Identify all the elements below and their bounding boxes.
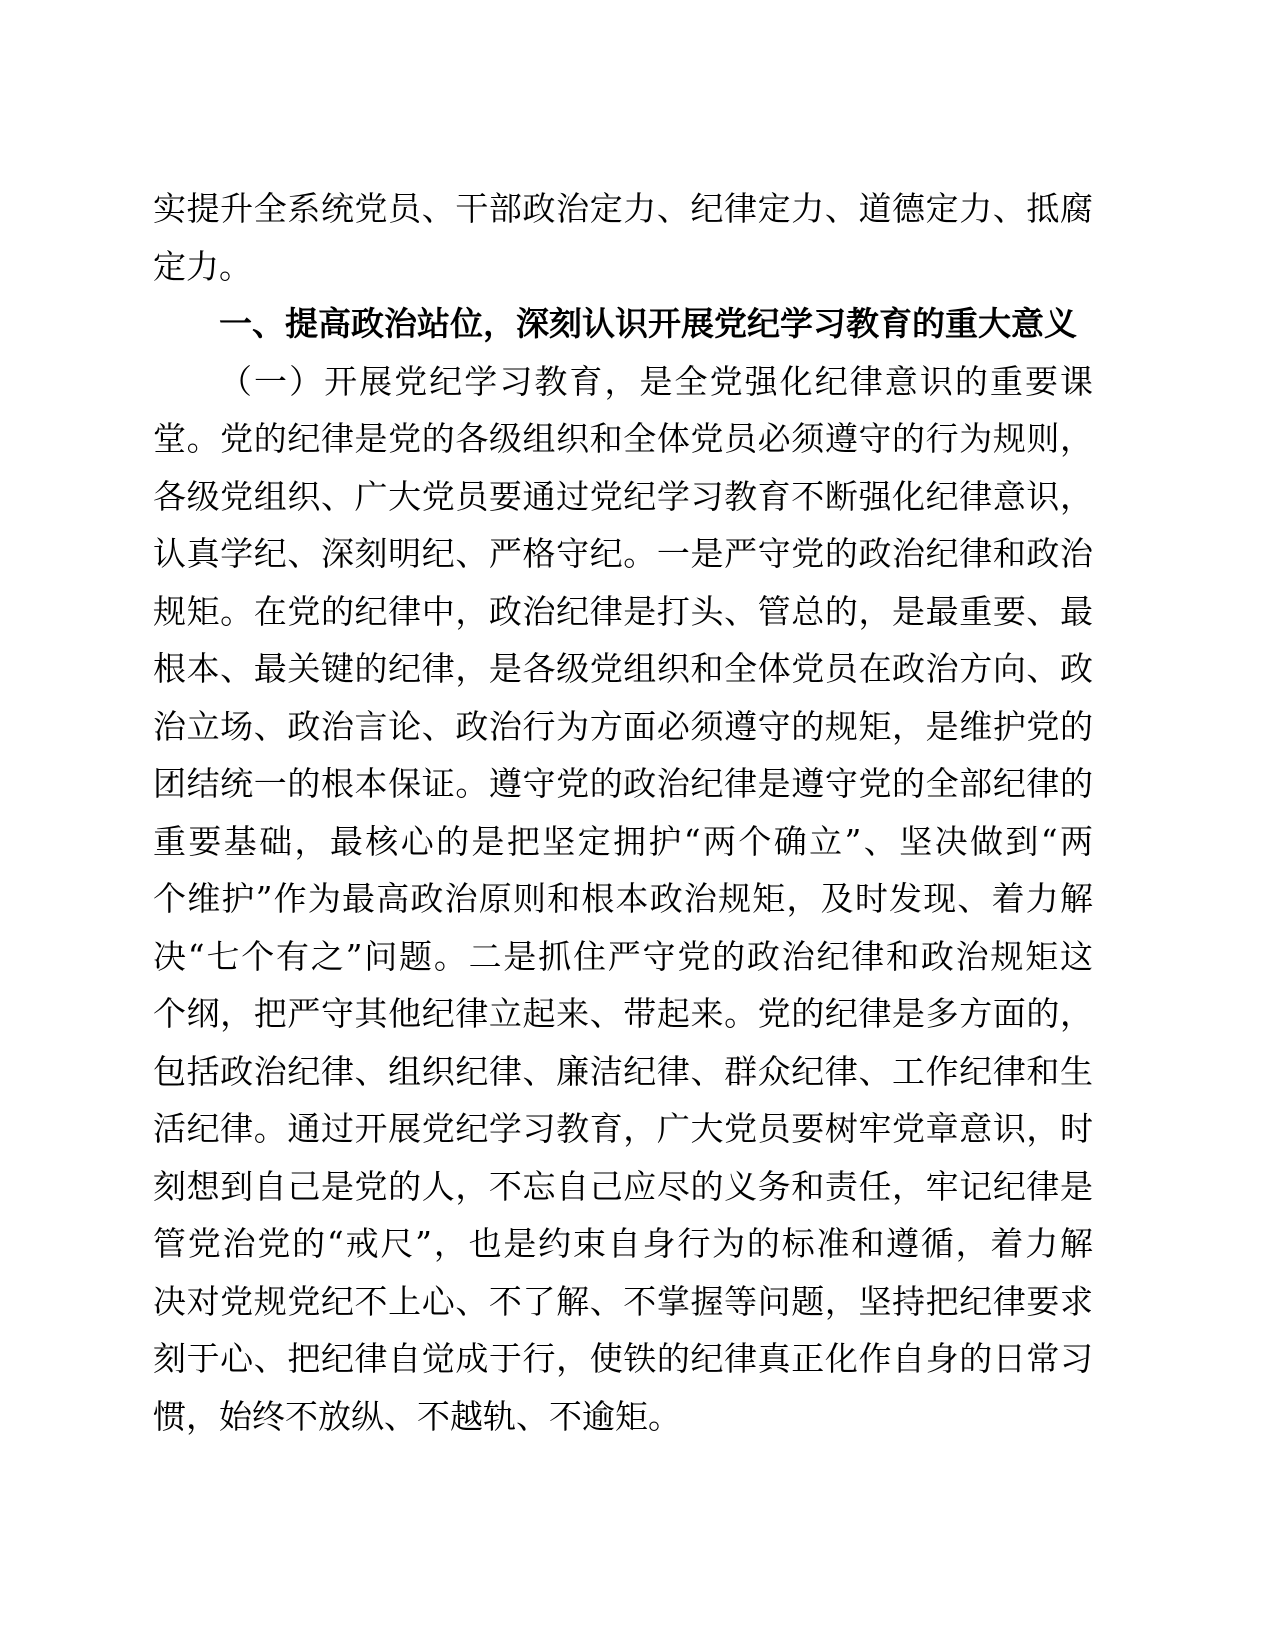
intro-line: 实提升全系统党员、干部政治定力、纪律定力、道德定力、抵腐 <box>153 189 1093 228</box>
paragraph <box>153 353 1093 1446</box>
intro-line: 定力。 <box>153 246 252 286</box>
paragraph-line: 惯，始终不放纵、不越轨、不逾矩。 <box>153 1396 681 1436</box>
paragraph-line: 堂。党的纪律是党的各级组织和全体党员必须遵守的行为规则， <box>153 419 1093 458</box>
paragraph-line: 个维护”作为最高政治原则和根本政治规矩，及时发现、着力解 <box>153 879 1093 918</box>
paragraph-line: 根本、最关键的纪律，是各级党组织和全体党员在政治方向、政 <box>153 649 1093 688</box>
paragraph-line: 包括政治纪律、组织纪律、廉洁纪律、群众纪律、工作纪律和生 <box>153 1051 1093 1091</box>
paragraph-line: 决对党规党纪不上心、不了解、不掌握等问题，坚持把纪律要求 <box>153 1281 1093 1321</box>
paragraph-line: 个纲，把严守其他纪律立起来、带起来。党的纪律是多方面的， <box>153 994 1093 1033</box>
paragraph-line: 重要基础，最核心的是把坚定拥护“两个确立”、坚决做到“两 <box>153 821 1093 861</box>
section-heading: 一、提高政治站位，深刻认识开展党纪学习教育的重大意义 <box>219 304 1077 343</box>
paragraph-line: 决“七个有之”问题。二是抓住严守党的政治纪律和政治规矩这 <box>153 936 1093 976</box>
paragraph-line: 刻于心、把纪律自觉成于行，使铁的纪律真正化作自身的日常习 <box>153 1339 1093 1378</box>
document-body <box>153 180 1093 1445</box>
paragraph-line: 团结统一的根本保证。遵守党的政治纪律是遵守党的全部纪律的 <box>153 764 1093 803</box>
paragraph-line: 认真学纪、深刻明纪、严格守纪。一是严守党的政治纪律和政治 <box>153 534 1093 573</box>
paragraph-line: 活纪律。通过开展党纪学习教育，广大党员要树牢党章意识，时 <box>153 1109 1093 1148</box>
paragraph-line: 规矩。在党的纪律中，政治纪律是打头、管总的，是最重要、最 <box>153 591 1093 631</box>
paragraph-line: 管党治党的“戒尺”，也是约束自身行为的标准和遵循，着力解 <box>153 1224 1093 1263</box>
paragraph-line: 刻想到自己是党的人，不忘自己应尽的义务和责任，牢记纪律是 <box>153 1166 1093 1206</box>
paragraph-line: （一）开展党纪学习教育，是全党强化纪律意识的重要课 <box>219 361 1093 401</box>
paragraph-line: 各级党组织、广大党员要通过党纪学习教育不断强化纪律意识， <box>153 476 1093 516</box>
paragraph-line: 治立场、政治言论、政治行为方面必须遵守的规矩，是维护党的 <box>153 706 1093 746</box>
